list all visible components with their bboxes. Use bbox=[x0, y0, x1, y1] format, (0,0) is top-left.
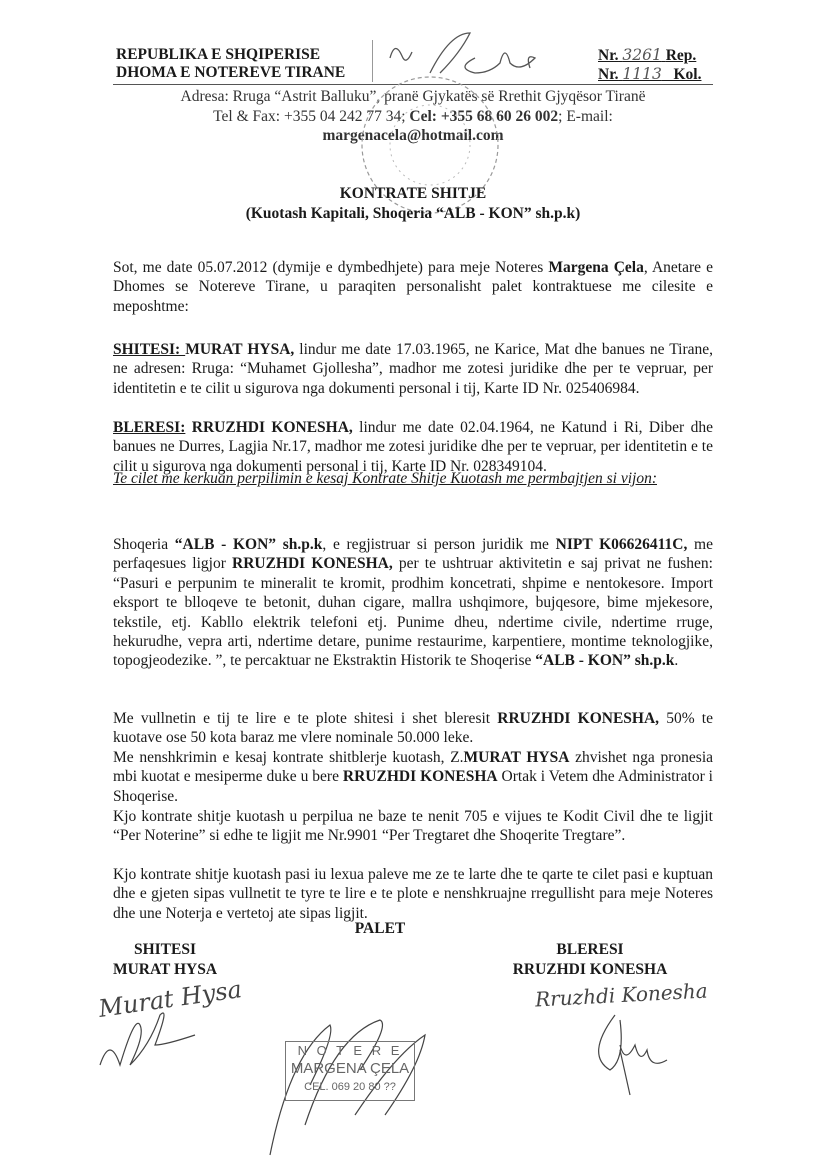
notary-stamp: N O T E R E MARGENA ÇELA CEL. 069 20 80 ?? bbox=[285, 1041, 415, 1101]
transfer-paragraph: Me nenshkrimin e kesaj kontrate shitblerje kuotash, Z.MURAT HYSA zhvishet nga pronesia mbi kuotat e mesiperme duke u bere RRUZHDI KONESHA Ortak i Vetem dhe Administrator i Shoqerise. bbox=[113, 749, 714, 805]
legal-basis-paragraph: Kjo kontrate shitje kuotash u perpilua ne baze te nenit 705 e vijues te Kodit Civil dhe te ligjit “Per Noterine” si edhe te ligjit me Nr.9901 “Per Tregtaret dhe Shoqerite Tregtare”. bbox=[113, 808, 713, 845]
buyer-name: RRUZHDI KONESHA bbox=[512, 961, 668, 978]
buyer-paragraph: BLERESI: RRUZHDI KONESHA, lindur me date 02.04.1964, ne Katund i Ri, Diber dhe banues ne Durres, Lagjia Nr.17, madhor me zotesi juridike dhe per te vepruar, per identitetin e te cilit u sigurova nga dokumenti personal i tij, Karte ID Nr. 028349104. bbox=[113, 419, 713, 475]
email[interactable]: margenacela@hotmail.com bbox=[322, 127, 504, 144]
closing-paragraph: Kjo kontrate shitje kuotash pasi iu lexua paleve me ze te larte dhe te qarte te cilet pasi e kuptuan dhe e gjeten sipas vullnetit te tyre te lire e te plote e nenshkruajne rregullisht para meje Noteres dhe une Noterja e vertetoj ate sipas ligjit. bbox=[113, 866, 713, 922]
sale-paragraph: Me vullnetin e tij te lire e te plote shitesi i shet bleresit RRUZHDI KONESHA, 50% te kuotave ose 50 kota baraz me vlere nominale 50.000 leke. bbox=[113, 710, 713, 747]
document-title bbox=[113, 184, 713, 223]
buyer-handwritten-name: Rruzhdi Konesha bbox=[534, 978, 709, 1012]
intro-paragraph: Sot, me date 05.07.2012 (dymije e dymbedhjete) para meje Noteres Margena Çela, Anetare e Dhomes se Notereve Tirane, u paraqiten personalisht palet kontraktuese me cilesite e meposhtme: bbox=[113, 259, 714, 315]
registry-numbers bbox=[598, 46, 701, 84]
parties-heading: PALET bbox=[354, 920, 406, 937]
address: Adresa: Rruga “Astrit Balluku”, pranë Gjykatës së Rrethit Gjyqësor Tiranë bbox=[180, 88, 646, 105]
title-main: KONTRATE SHITJE bbox=[339, 185, 487, 202]
seller-name: MURAT HYSA bbox=[112, 961, 218, 978]
rep-number: Nr. 3261 Rep. bbox=[598, 46, 697, 64]
buyer-role: BLERESI bbox=[556, 941, 624, 958]
org-line2: DHOMA E NOTEREVE TIRANE bbox=[116, 64, 346, 81]
kol-number: Nr. 1113 Kol. bbox=[598, 65, 702, 83]
seller-handwritten-name: Murat Hysa bbox=[96, 975, 244, 1023]
seller-signature bbox=[95, 1000, 205, 1080]
buyer-signature-block bbox=[510, 940, 670, 980]
seller-role: SHITESI bbox=[133, 941, 197, 958]
org-line1: REPUBLIKA E SHQIPERISE bbox=[116, 46, 321, 63]
title-sub: (Kuotash Kapitali, Shoqeria “ALB - KON” sh.p.k) bbox=[245, 204, 581, 222]
request-line: Te cilet me kerkuan perpilimin e kesaj Kontrate Shitje Kuotash me permbajtjen si vijon: bbox=[113, 470, 657, 487]
org-header bbox=[116, 46, 345, 82]
seller-signature-block bbox=[100, 940, 230, 980]
company-paragraph: Shoqeria “ALB - KON” sh.p.k, e regjistruar si person juridik me NIPT K06626411C, me perfaqesues ligjor RRUZHDI KONESHA, per te ushtruar aktivitetin e saj privat ne fushen: “Pasuri e perpunim te mineralit te kromit, prodhim koncetrati, shpime e nentokesore. Import eksport te blloqeve te betonit, duhan cigare, mallra ushqimore, bujqesore, bime mjekesore, tekstile, etj. Kabllo elektrik telefoni etj. Punime dheu, ndertime civile, ndertime rruge, hekurudhe, vepra arti, ndertime detare, punime restaurime, karpentiere, montime teknologjike, topogjeodezike. ”, te percaktuar ne Ekstraktin Historik te Shoqerise “ALB - KON” sh.p.k. bbox=[113, 536, 713, 670]
seller-paragraph: SHITESI: MURAT HYSA, lindur me date 17.03.1965, ne Karice, Mat dhe banues ne Tirane, ne adresen: Rruga: “Muhamet Gjollesha”, madhor me zotesi juridike dhe per te vepruar, per identitetin e te cilit u sigurova nga dokumenti personal i tij, Karte ID Nr. 025406984. bbox=[113, 341, 713, 397]
buyer-signature bbox=[590, 1010, 680, 1100]
phone-line: Tel & Fax: +355 04 242 77 34; Cel: +355 68 60 26 002; E-mail: bbox=[213, 107, 613, 125]
